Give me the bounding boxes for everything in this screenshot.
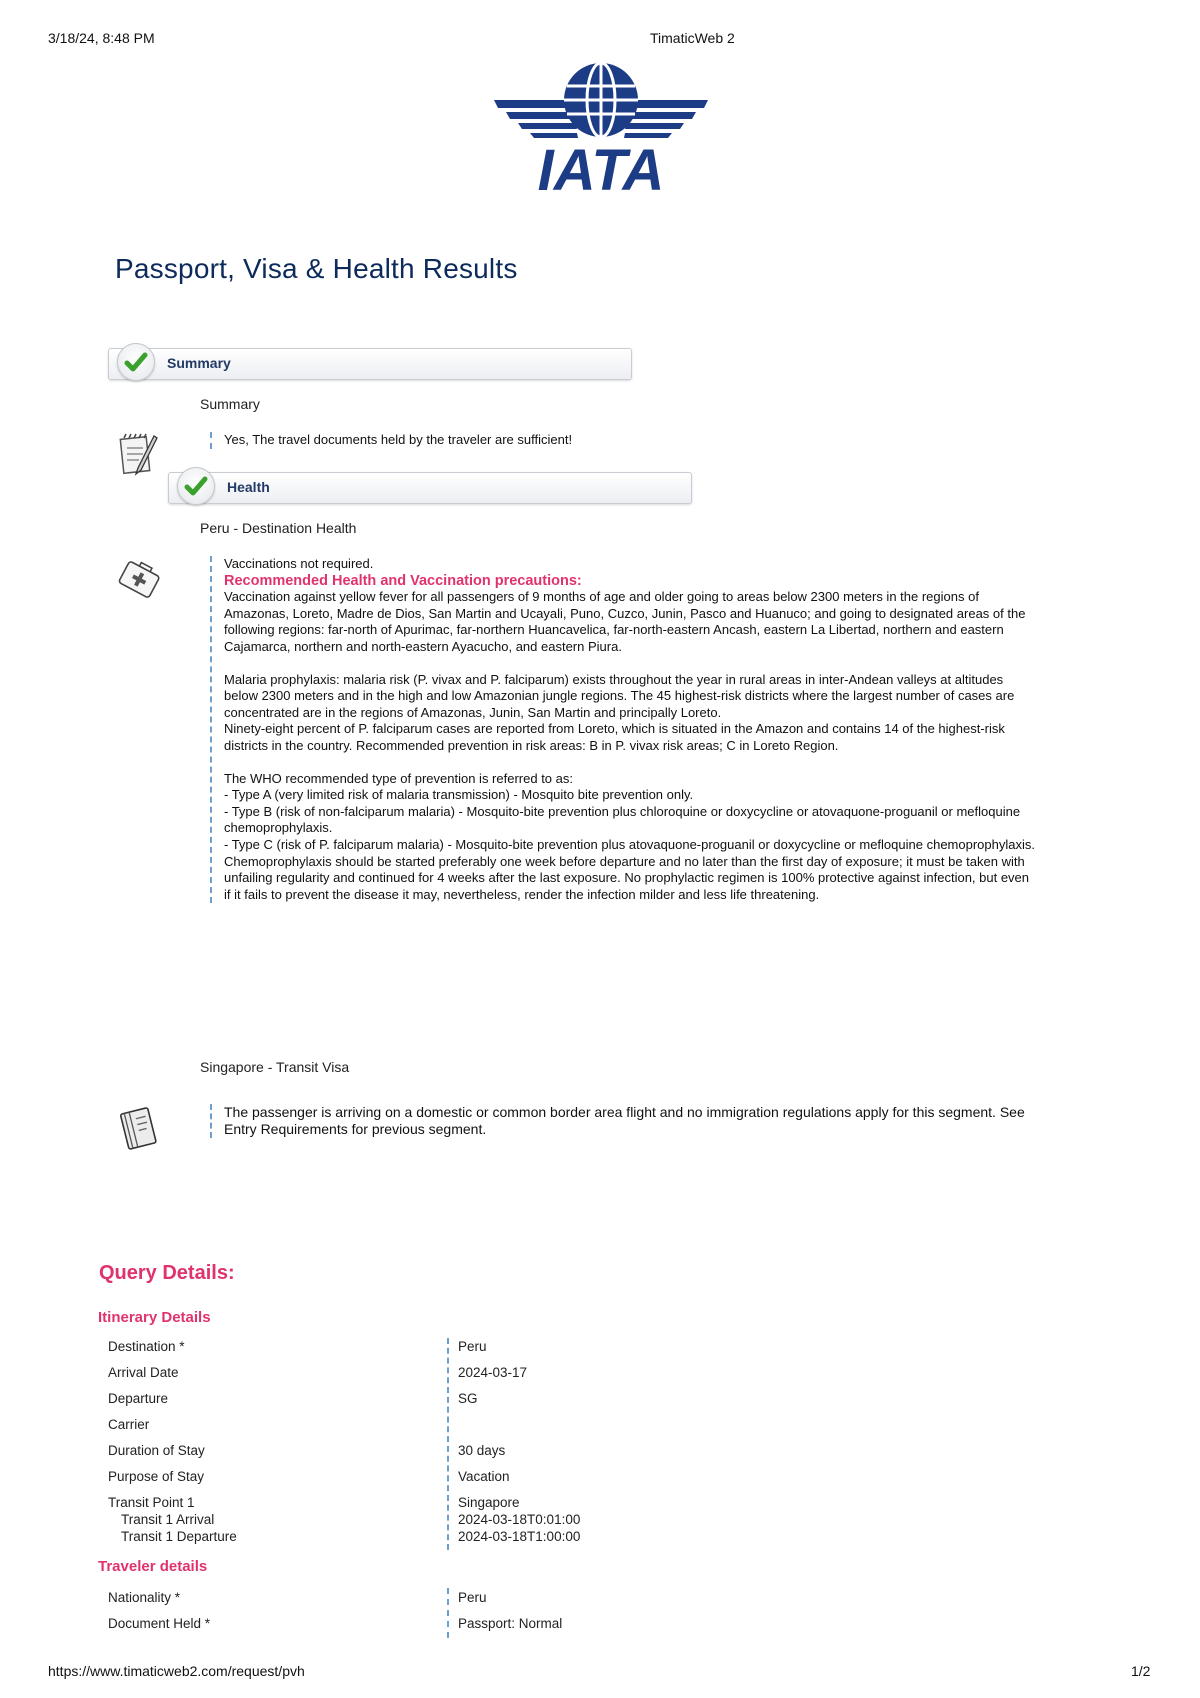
who-intro: The WHO recommended type of prevention is referred to as: — [224, 770, 573, 786]
health-check-badge — [177, 467, 215, 505]
itinerary-value-duration: 30 days — [458, 1443, 506, 1458]
itinerary-label-transit-point: Transit Point 1 — [108, 1495, 195, 1510]
who-type-b: - Type B (risk of non-falciparum malaria) - Mosquito-bite prevention plus chloroquine or doxycycline or atovaquone-proguanil or mefloquine chemoprophylaxis. — [224, 803, 1021, 836]
traveler-divider — [447, 1588, 449, 1638]
traveler-heading: Traveler details — [98, 1558, 208, 1575]
print-footer-url[interactable]: https://www.timaticweb2.com/request/pvh — [48, 1663, 305, 1679]
health-bar-label: Health — [227, 479, 270, 495]
summary-message: Yes, The travel documents held by the traveler are sufficient! — [224, 432, 573, 447]
summary-message-box — [210, 432, 1024, 449]
itinerary-label-transit-departure: Transit 1 Departure — [121, 1529, 237, 1544]
transit-message: The passenger is arriving on a domestic or common border area flight and no immigration regulations apply for this segment. See Entry Requirements for previous segment. — [224, 1104, 1025, 1137]
itinerary-label-purpose: Purpose of Stay — [108, 1469, 205, 1484]
itinerary-label-transit-arrival: Transit 1 Arrival — [121, 1512, 215, 1527]
iata-logo-text: IATA — [537, 138, 665, 196]
chemoprophylaxis-paragraph: Chemoprophylaxis should be started preferably one week before departure and no later than the first day of exposure; it must be taken with unfailing regularity and continued for 4 weeks after the last exposure. No prophylactic regimen is 100% protective against infection, but even if it fails to prevent the disease it may, nevertheless, render the infection milder and less life threatening. — [224, 853, 1030, 902]
print-site-title: TimaticWeb 2 — [650, 30, 735, 46]
summary-bar-label: Summary — [167, 355, 231, 371]
itinerary-label-destination: Destination * — [108, 1339, 185, 1354]
summary-check-badge — [117, 343, 155, 381]
itinerary-value-departure: SG — [458, 1391, 478, 1406]
iata-logo — [492, 56, 710, 196]
transit-message-box — [210, 1104, 1036, 1138]
itinerary-label-departure: Departure — [108, 1391, 169, 1406]
itinerary-divider — [447, 1338, 449, 1550]
traveler-value-nationality: Peru — [458, 1590, 487, 1605]
traveler-label-document: Document Held * — [108, 1616, 211, 1631]
page-title: Passport, Visa & Health Results — [115, 253, 518, 284]
health-details-box — [210, 556, 1036, 903]
itinerary-value-transit-arrival: 2024-03-18T0:01:00 — [458, 1512, 581, 1527]
itinerary-heading: Itinerary Details — [98, 1309, 211, 1326]
recommended-heading: Recommended Health and Vaccination precautions: — [224, 572, 582, 589]
print-page-number: 1/2 — [1131, 1663, 1151, 1679]
health-subheading: Peru - Destination Health — [200, 520, 357, 536]
notepad-icon — [118, 432, 160, 476]
transit-subheading: Singapore - Transit Visa — [200, 1059, 350, 1075]
checkmark-icon — [178, 468, 214, 504]
itinerary-label-arrival-date: Arrival Date — [108, 1365, 179, 1380]
summary-subheading: Summary — [200, 396, 260, 412]
who-type-c: - Type C (risk of P. falciparum malaria) - Mosquito-bite prevention plus atovaquone-proguanil or doxycycline or mefloquine chemoprophylaxis. — [224, 836, 1035, 852]
malaria-paragraph-1: Malaria prophylaxis: malaria risk (P. vivax and P. falciparum) exists throughout the year in rural areas in inter-Andean valleys at altitudes below 2300 meters and in the high and low Amazonian jungle regions. The 45 highest-risk districts where the largest number of cases are concentrated are in the regions of Amazonas, Junin, San Martin and principally Loreto. — [224, 671, 1015, 720]
malaria-paragraph-2: Ninety-eight percent of P. falciparum cases are reported from Loreto, which is situated in the Amazon and contains 14 of the highest-risk districts in the country. Recommended prevention in risk areas: B in P. vivax risk areas; C in Loreto Region. — [224, 721, 1005, 753]
itinerary-value-transit-point: Singapore — [458, 1495, 520, 1510]
iata-globe-wings-icon — [492, 56, 710, 196]
itinerary-value-purpose: Vacation — [458, 1469, 510, 1484]
itinerary-label-duration: Duration of Stay — [108, 1443, 205, 1458]
itinerary-value-destination: Peru — [458, 1339, 487, 1354]
query-details-title: Query Details: — [99, 1262, 235, 1284]
itinerary-value-transit-departure: 2024-03-18T1:00:00 — [458, 1529, 581, 1544]
traveler-label-nationality: Nationality * — [108, 1590, 181, 1605]
itinerary-value-arrival-date: 2024-03-17 — [458, 1365, 528, 1380]
yellow-fever-paragraph: Vaccination against yellow fever for all passengers of 9 months of age and older going to areas below 2300 meters in the regions of Amazonas, Loreto, Madre de Dios, San Martin and Ucayali, Puno, Cuzco, Junin, Pasco and Huanuco; and going to designated areas of the following regions: far-north of Apurimac, far-northern Huancavelica, far-north-eastern Ancash, eastern La Libertad, northern and eastern Cajamarca, northern and north-eastern Ayacucho, and eastern Piura. — [224, 589, 1026, 654]
print-datetime: 3/18/24, 8:48 PM — [48, 30, 155, 46]
traveler-value-document: Passport: Normal — [458, 1616, 563, 1631]
vaccinations-status: Vaccinations not required. — [224, 556, 374, 571]
checkmark-icon — [118, 344, 154, 380]
who-type-a: - Type A (very limited risk of malaria transmission) - Mosquito bite prevention only. — [224, 787, 694, 803]
first-aid-icon — [114, 556, 166, 604]
itinerary-label-carrier: Carrier — [108, 1417, 150, 1432]
passport-book-icon — [116, 1104, 164, 1150]
